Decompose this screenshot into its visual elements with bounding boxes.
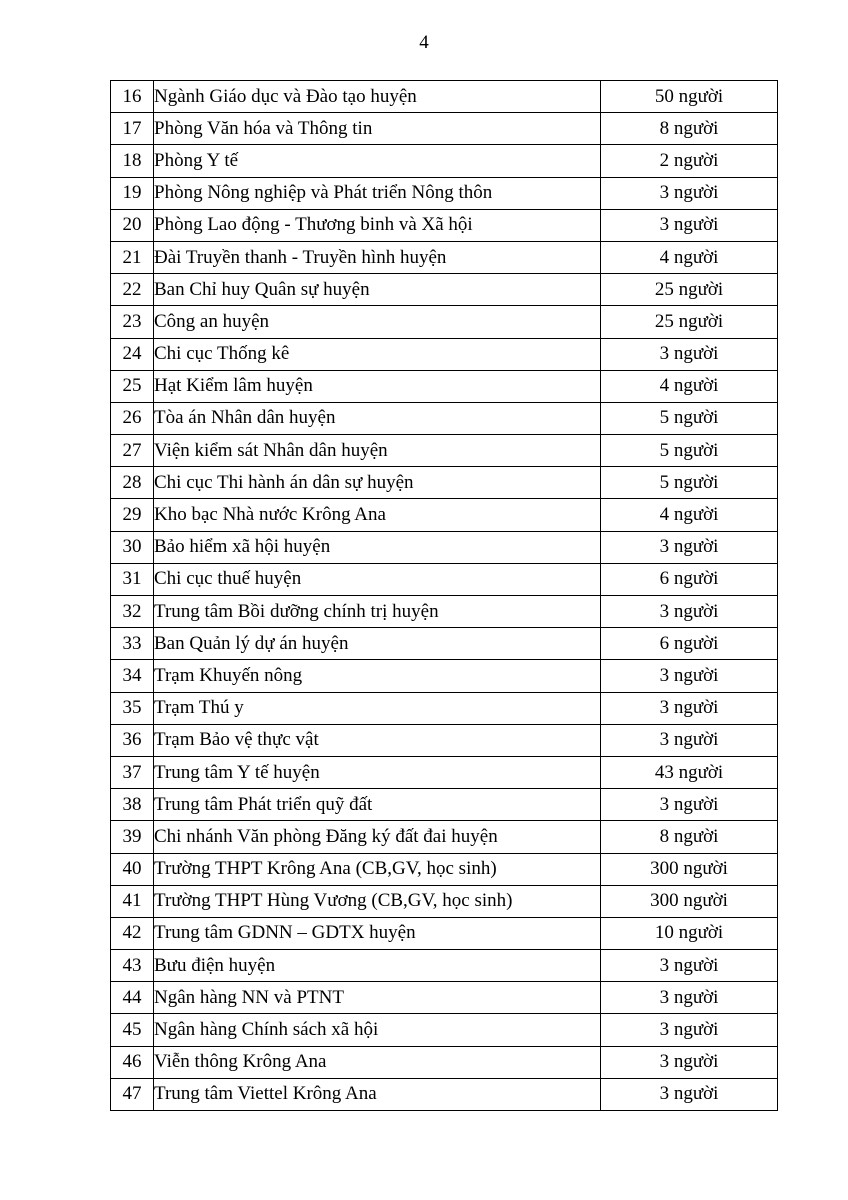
unit-name-cell: Ban Quản lý dự án huyện (154, 628, 601, 660)
table-row (111, 853, 778, 885)
table-row (111, 209, 778, 241)
person-count-cell: 3 người (601, 692, 778, 724)
person-count-cell: 5 người (601, 467, 778, 499)
table-row (111, 1078, 778, 1110)
page-number: 4 (419, 32, 429, 53)
row-number-cell: 23 (111, 306, 154, 338)
table-row (111, 789, 778, 821)
row-number-cell: 24 (111, 338, 154, 370)
person-count-cell: 3 người (601, 950, 778, 982)
unit-name-cell: Chi nhánh Văn phòng Đăng ký đất đai huyện (154, 821, 601, 853)
row-number-cell: 19 (111, 177, 154, 209)
person-count-cell: 3 người (601, 789, 778, 821)
unit-name-cell: Trạm Bảo vệ thực vật (154, 724, 601, 756)
person-count-cell: 3 người (601, 982, 778, 1014)
row-number-cell: 22 (111, 274, 154, 306)
person-count-cell: 6 người (601, 628, 778, 660)
row-number-cell: 26 (111, 402, 154, 434)
row-number-cell: 45 (111, 1014, 154, 1046)
person-count-cell: 25 người (601, 306, 778, 338)
unit-name-cell: Phòng Y tế (154, 145, 601, 177)
table-row (111, 241, 778, 273)
row-number-cell: 39 (111, 821, 154, 853)
unit-name-cell: Chi cục Thống kê (154, 338, 601, 370)
table-row (111, 563, 778, 595)
person-count-cell: 5 người (601, 435, 778, 467)
person-count-cell: 50 người (601, 81, 778, 113)
person-count-cell: 3 người (601, 531, 778, 563)
table-row (111, 499, 778, 531)
row-number-cell: 27 (111, 435, 154, 467)
person-count-cell: 4 người (601, 499, 778, 531)
row-number-cell: 18 (111, 145, 154, 177)
row-number-cell: 47 (111, 1078, 154, 1110)
table-body (111, 81, 778, 1111)
unit-name-cell: Kho bạc Nhà nước Krông Ana (154, 499, 601, 531)
unit-name-cell: Trung tâm Y tế huyện (154, 756, 601, 788)
unit-name-cell: Trung tâm Bồi dưỡng chính trị huyện (154, 596, 601, 628)
unit-name-cell: Ban Chỉ huy Quân sự huyện (154, 274, 601, 306)
person-count-cell: 300 người (601, 885, 778, 917)
row-number-cell: 38 (111, 789, 154, 821)
row-number-cell: 42 (111, 917, 154, 949)
table-row (111, 950, 778, 982)
unit-name-cell: Hạt Kiểm lâm huyện (154, 370, 601, 402)
person-count-cell: 300 người (601, 853, 778, 885)
row-number-cell: 28 (111, 467, 154, 499)
person-count-cell: 2 người (601, 145, 778, 177)
table-row (111, 1014, 778, 1046)
row-number-cell: 37 (111, 756, 154, 788)
table-row (111, 917, 778, 949)
row-number-cell: 43 (111, 950, 154, 982)
row-number-cell: 46 (111, 1046, 154, 1078)
row-number-cell: 25 (111, 370, 154, 402)
unit-name-cell: Bảo hiểm xã hội huyện (154, 531, 601, 563)
row-number-cell: 40 (111, 853, 154, 885)
person-count-cell: 6 người (601, 563, 778, 595)
unit-name-cell: Chi cục thuế huyện (154, 563, 601, 595)
person-count-cell: 4 người (601, 370, 778, 402)
person-count-cell: 3 người (601, 1014, 778, 1046)
unit-name-cell: Công an huyện (154, 306, 601, 338)
row-number-cell: 34 (111, 660, 154, 692)
unit-name-cell: Viễn thông Krông Ana (154, 1046, 601, 1078)
unit-name-cell: Đài Truyền thanh - Truyền hình huyện (154, 241, 601, 273)
table-row (111, 692, 778, 724)
row-number-cell: 36 (111, 724, 154, 756)
unit-allocation-table (110, 80, 778, 1111)
person-count-cell: 3 người (601, 596, 778, 628)
table-row (111, 435, 778, 467)
person-count-cell: 8 người (601, 821, 778, 853)
table-row (111, 885, 778, 917)
unit-name-cell: Viện kiểm sát Nhân dân huyện (154, 435, 601, 467)
person-count-cell: 3 người (601, 1046, 778, 1078)
unit-name-cell: Trường THPT Krông Ana (CB,GV, học sinh) (154, 853, 601, 885)
table-row (111, 660, 778, 692)
person-count-cell: 3 người (601, 209, 778, 241)
person-count-cell: 5 người (601, 402, 778, 434)
unit-name-cell: Bưu điện huyện (154, 950, 601, 982)
row-number-cell: 21 (111, 241, 154, 273)
table-row (111, 306, 778, 338)
row-number-cell: 17 (111, 113, 154, 145)
row-number-cell: 31 (111, 563, 154, 595)
table-row (111, 596, 778, 628)
row-number-cell: 35 (111, 692, 154, 724)
unit-name-cell: Chi cục Thi hành án dân sự huyện (154, 467, 601, 499)
row-number-cell: 33 (111, 628, 154, 660)
unit-name-cell: Trạm Thú y (154, 692, 601, 724)
table-row (111, 113, 778, 145)
unit-name-cell: Phòng Lao động - Thương binh và Xã hội (154, 209, 601, 241)
unit-name-cell: Trung tâm Phát triển quỹ đất (154, 789, 601, 821)
table-row (111, 467, 778, 499)
person-count-cell: 10 người (601, 917, 778, 949)
table-row (111, 145, 778, 177)
table-row (111, 274, 778, 306)
table-row (111, 821, 778, 853)
person-count-cell: 8 người (601, 113, 778, 145)
row-number-cell: 30 (111, 531, 154, 563)
table-row (111, 338, 778, 370)
row-number-cell: 16 (111, 81, 154, 113)
person-count-cell: 43 người (601, 756, 778, 788)
table-row (111, 756, 778, 788)
table-row (111, 177, 778, 209)
unit-name-cell: Trung tâm GDNN – GDTX huyện (154, 917, 601, 949)
table-row (111, 1046, 778, 1078)
unit-name-cell: Ngân hàng Chính sách xã hội (154, 1014, 601, 1046)
unit-name-cell: Trường THPT Hùng Vương (CB,GV, học sinh) (154, 885, 601, 917)
person-count-cell: 4 người (601, 241, 778, 273)
person-count-cell: 3 người (601, 1078, 778, 1110)
table-row (111, 628, 778, 660)
person-count-cell: 25 người (601, 274, 778, 306)
table-row (111, 81, 778, 113)
row-number-cell: 20 (111, 209, 154, 241)
unit-name-cell: Phòng Văn hóa và Thông tin (154, 113, 601, 145)
unit-name-cell: Ngành Giáo dục và Đào tạo huyện (154, 81, 601, 113)
row-number-cell: 29 (111, 499, 154, 531)
table-row (111, 982, 778, 1014)
table-row (111, 531, 778, 563)
unit-name-cell: Trung tâm Viettel Krông Ana (154, 1078, 601, 1110)
row-number-cell: 32 (111, 596, 154, 628)
person-count-cell: 3 người (601, 177, 778, 209)
table-row (111, 724, 778, 756)
person-count-cell: 3 người (601, 338, 778, 370)
table-row (111, 370, 778, 402)
row-number-cell: 41 (111, 885, 154, 917)
person-count-cell: 3 người (601, 724, 778, 756)
unit-name-cell: Phòng Nông nghiệp và Phát triển Nông thôn (154, 177, 601, 209)
unit-name-cell: Tòa án Nhân dân huyện (154, 402, 601, 434)
unit-name-cell: Ngân hàng NN và PTNT (154, 982, 601, 1014)
person-count-cell: 3 người (601, 660, 778, 692)
row-number-cell: 44 (111, 982, 154, 1014)
unit-name-cell: Trạm Khuyến nông (154, 660, 601, 692)
table-row (111, 402, 778, 434)
